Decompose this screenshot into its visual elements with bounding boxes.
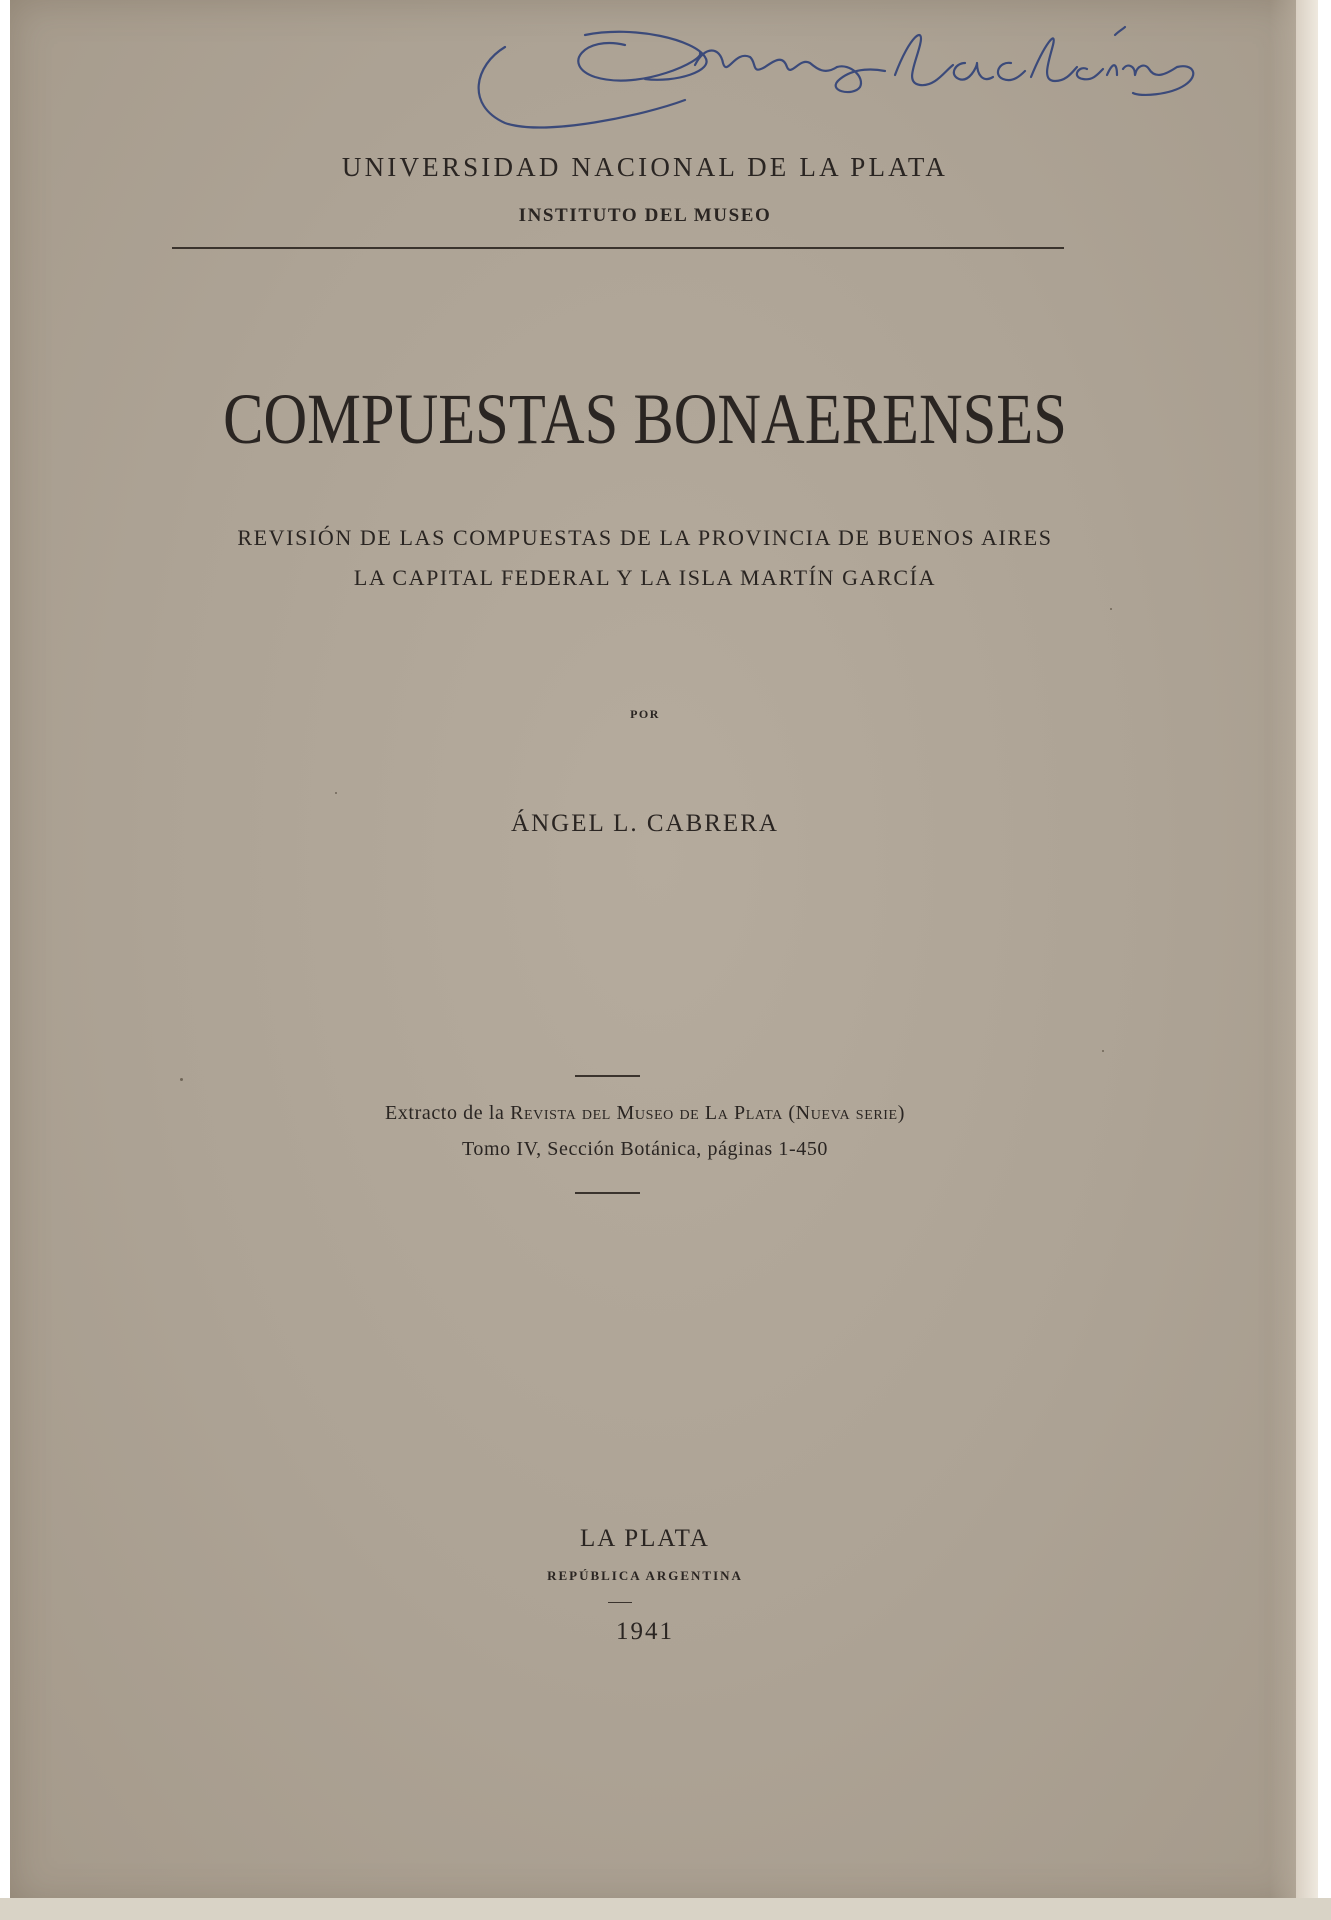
- paper-speck: [1110, 608, 1112, 610]
- paper-speck: [335, 792, 337, 794]
- page-edge-bottom: [0, 1898, 1331, 1920]
- extract-prefix: Extracto de la: [385, 1102, 505, 1124]
- page-edge-right: [1296, 0, 1318, 1900]
- paper-speck: [1102, 1050, 1104, 1052]
- extract-line-1: [10, 1102, 1290, 1125]
- author-name: ÁNGEL L. CABRERA: [511, 810, 779, 837]
- university-name: UNIVERSIDAD NACIONAL DE LA PLATA: [341, 152, 949, 182]
- main-title: COMPUESTAS BONAERENSES: [223, 379, 1067, 459]
- paper-speck: [180, 1078, 183, 1081]
- imprint-rule: [608, 1602, 632, 1603]
- book-cover: [10, 0, 1306, 1905]
- subtitle-line-1: REVISIÓN DE LAS COMPUESTAS DE LA PROVINCIA DE BUENOS AIRES: [237, 525, 1053, 550]
- journal-series: (Nueva serie): [788, 1102, 905, 1124]
- extract-volume-line: Tomo IV, Sección Botánica, páginas 1-450: [461, 1138, 829, 1160]
- header-rule: [172, 247, 1064, 249]
- extract-rule-bottom: [575, 1192, 640, 1194]
- byline-por: POR: [630, 707, 660, 721]
- handwritten-signature: [465, 5, 1225, 140]
- imprint-city: LA PLATA: [580, 1525, 710, 1552]
- subtitle-line-2: LA CAPITAL FEDERAL Y LA ISLA MARTÍN GARCÍA: [353, 565, 937, 590]
- imprint-year: 1941: [616, 1618, 674, 1645]
- imprint-country: REPÚBLICA ARGENTINA: [547, 1568, 743, 1583]
- journal-name: Revista del Museo de La Plata: [510, 1102, 783, 1124]
- institute-name: INSTITUTO DEL MUSEO: [518, 205, 772, 226]
- extract-rule-top: [575, 1075, 640, 1077]
